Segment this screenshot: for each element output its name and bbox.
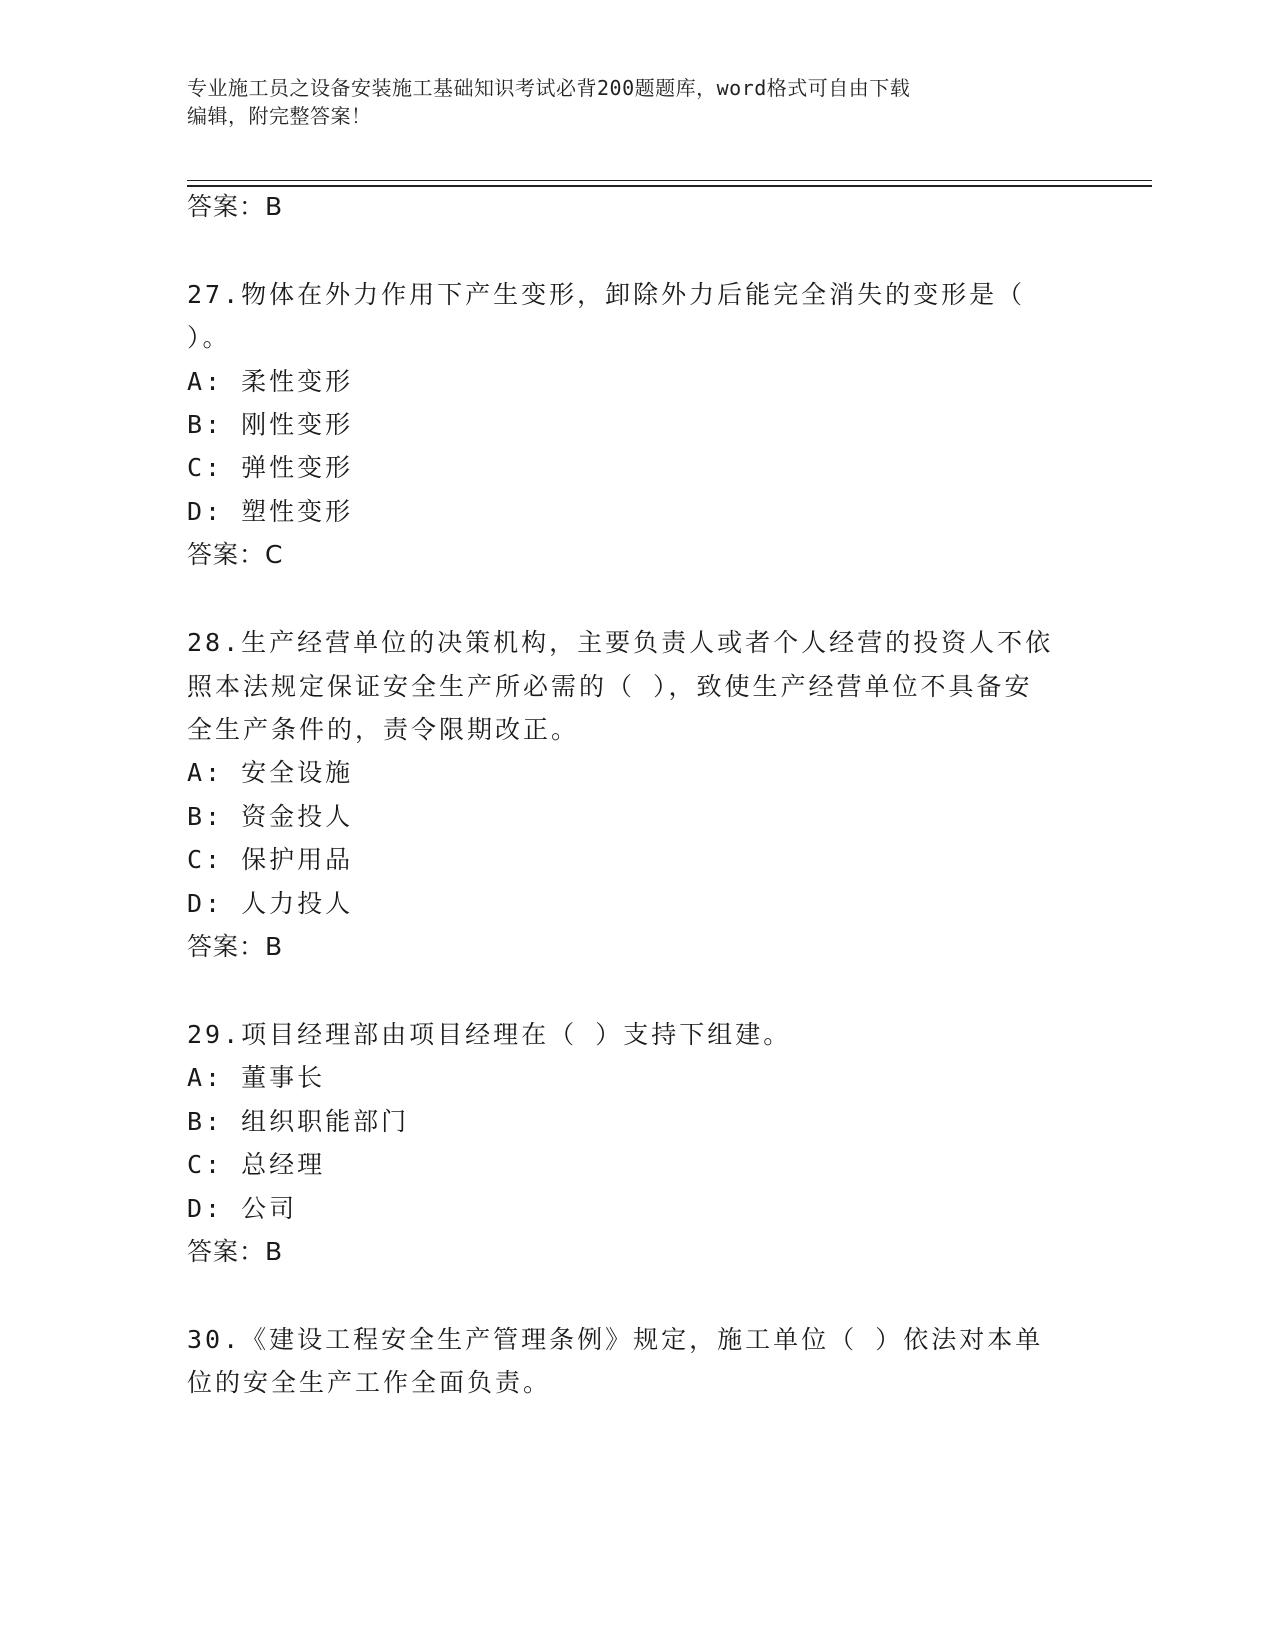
question-29-option-b: B: 组织职能部门 [187,1107,410,1136]
question-28-option-d: D: 人力投人 [187,889,354,918]
question-27-option-b: B: 刚性变形 [187,410,354,439]
header-divider-thin [187,180,1152,181]
question-28-stem-line-3: 全生产条件的，责令限期改正。 [187,715,580,744]
question-30-stem-line-2: 位的安全生产工作全面负责。 [187,1368,552,1397]
question-29-option-c: C: 总经理 [187,1150,326,1179]
question-28-stem-line-1: 28.生产经营单位的决策机构，主要负责人或者个人经营的投资人不依 [187,628,1054,657]
question-27-stem-line-2: ）。 [187,323,231,352]
header-divider-thick [187,185,1152,187]
question-27-option-c: C: 弹性变形 [187,453,354,482]
question-30-stem-line-1: 30.《建设工程安全生产管理条例》规定，施工单位（ ）依法对本单 [187,1325,1044,1354]
question-28-option-a: A: 安全设施 [187,758,354,787]
header-title-line-2: 编辑，附完整答案！ [187,104,372,128]
question-29-stem-line-1: 29.项目经理部由项目经理在（ ）支持下组建。 [187,1020,792,1049]
question-28-stem-line-2: 照本法规定保证安全生产所必需的（ ），致使生产经营单位不具备安 [187,672,1033,701]
question-29-option-a: A: 董事长 [187,1063,326,1092]
question-27-option-a: A: 柔性变形 [187,367,354,396]
question-27-option-d: D: 塑性变形 [187,497,354,526]
question-29-answer: 答案：B [187,1237,284,1266]
header-title-line-1: 专业施工员之设备安装施工基础知识考试必背200题题库，word格式可自由下载 [187,76,911,100]
question-27-answer: 答案：C [187,540,284,569]
page-header [187,74,1067,130]
previous-answer: 答案：B [187,192,284,221]
question-27-stem-line-1: 27.物体在外力作用下产生变形，卸除外力后能完全消失的变形是（ [187,280,1026,309]
question-28-answer: 答案：B [187,932,284,961]
question-29-option-d: D: 公司 [187,1194,298,1223]
question-28-option-b: B: 资金投人 [187,802,354,831]
question-28-option-c: C: 保护用品 [187,845,354,874]
